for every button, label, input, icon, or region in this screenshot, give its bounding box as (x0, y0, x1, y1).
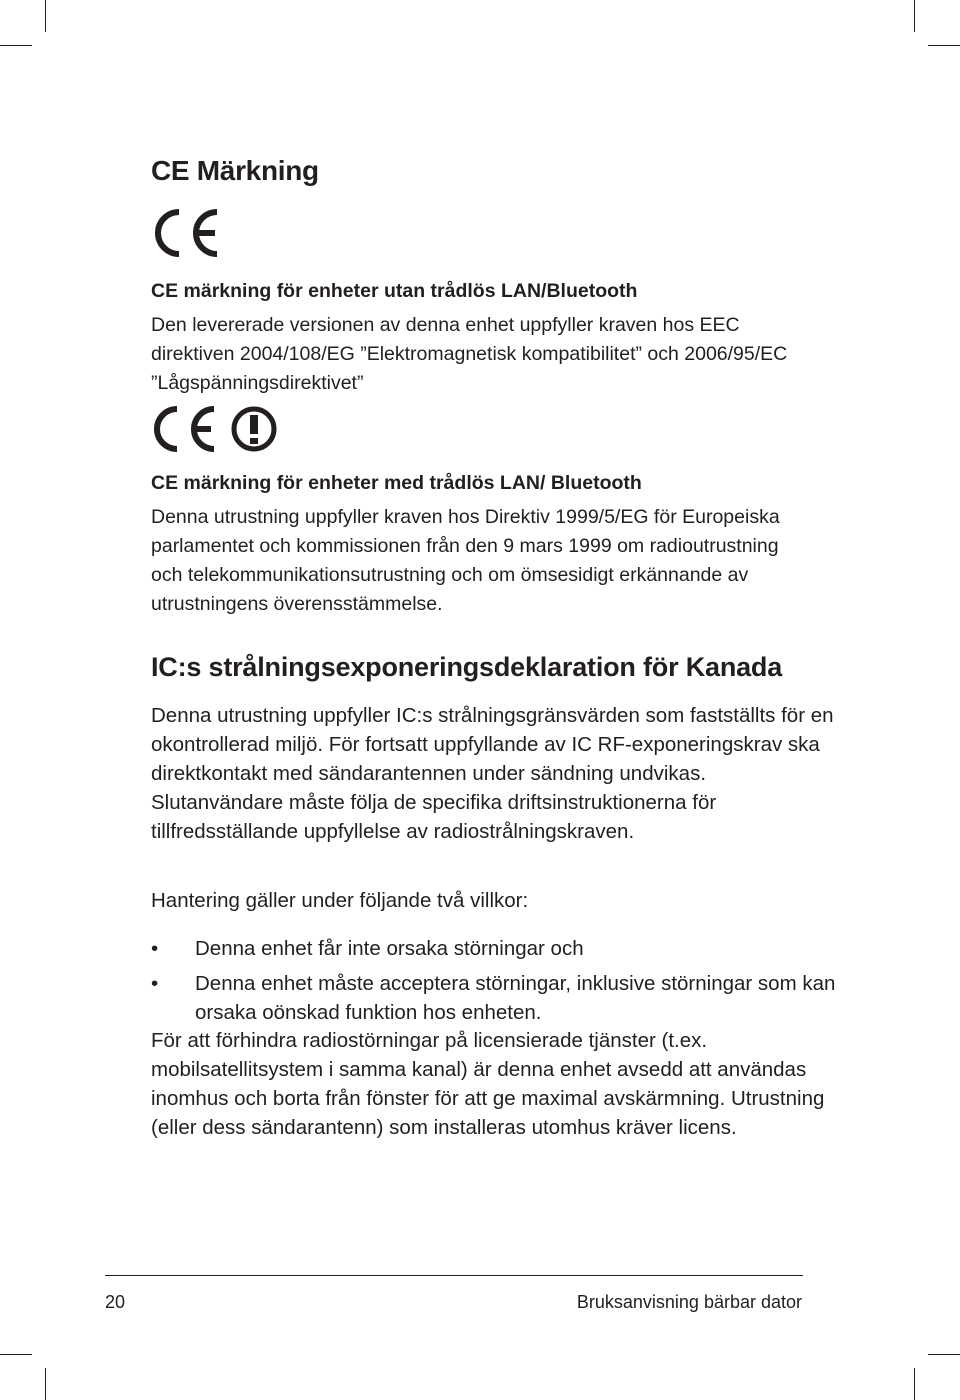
bullet-icon: • (151, 937, 159, 960)
crop-mark-top-left-v (45, 0, 46, 32)
crop-mark-bottom-left-v (45, 1368, 46, 1400)
footer-title: Bruksanvisning bärbar dator (576, 1292, 802, 1312)
list-item-text: Denna enhet får inte orsaka störningar och (195, 937, 584, 960)
ce-alert-mark-icon (151, 403, 281, 455)
page-title: CE Märkning (151, 155, 319, 186)
bullet-icon: • (151, 972, 159, 995)
section1-subheading: CE märkning för enheter utan trådlös LAN/Bluetooth (151, 280, 638, 302)
crop-mark-bottom-right-v (914, 1368, 915, 1400)
list-item-text: Denna enhet måste acceptera störningar, inklusive störningar som kan orsaka oönskad funktion hos enheten. (195, 972, 836, 1024)
footer-divider (105, 1275, 803, 1276)
closing-paragraph: För att förhindra radiostörningar på licensierade tjänster (t.ex. mobilsatellitsystem i samma kanal) är denna enhet avsedd att användas inomhus och borta från fönster för att ge maximal avskärmning. Utrustning (eller dess sändarantenn) som installeras utomhus kräver licens. (151, 1029, 825, 1139)
section3-paragraph: Denna utrustning uppfyller IC:s strålningsgränsvärden som fastställts för en okontrollerad miljö. För fortsatt uppfyllande av IC RF-exponeringskrav ska direktkontakt med sändarantennen under sändning undvikas. Slutanvändare måste följa de specifika driftsinstruktionerna för tillfredsställande uppfyllelse av radiostrålningskraven. (151, 704, 834, 843)
section2-subheading: CE märkning för enheter med trådlös LAN/ Bluetooth (151, 472, 642, 494)
page-number: 20 (105, 1292, 126, 1312)
list-item (151, 934, 841, 963)
crop-mark-top-right-v (914, 0, 915, 32)
section1-paragraph: Den levererade versionen av denna enhet uppfyller kraven hos EEC direktiven 2004/108/EG ”Elektromagnetisk kompatibilitet” och 2006/95/EC ”Lågspänningsdirektivet” (151, 314, 788, 394)
conditions-intro: Hantering gäller under följande två villkor: (151, 889, 529, 912)
crop-mark-top-left-h (0, 45, 32, 46)
section2-paragraph: Denna utrustning uppfyller kraven hos Direktiv 1999/5/EG för Europeiska parlamentet och kommissionen från den 9 mars 1999 om radioutrustning och telekommunikationsutrustning och om ömsesidigt erkännande av utrustningens överensstämmelse. (151, 506, 780, 615)
crop-mark-top-right-h (928, 45, 960, 46)
crop-mark-bottom-right-h (928, 1354, 960, 1355)
section3-heading: IC:s strålningsexponeringsdeklaration för Kanada (151, 652, 783, 682)
list-item (151, 969, 841, 1027)
crop-mark-bottom-left-h (0, 1354, 32, 1355)
ce-mark-icon (151, 207, 223, 259)
